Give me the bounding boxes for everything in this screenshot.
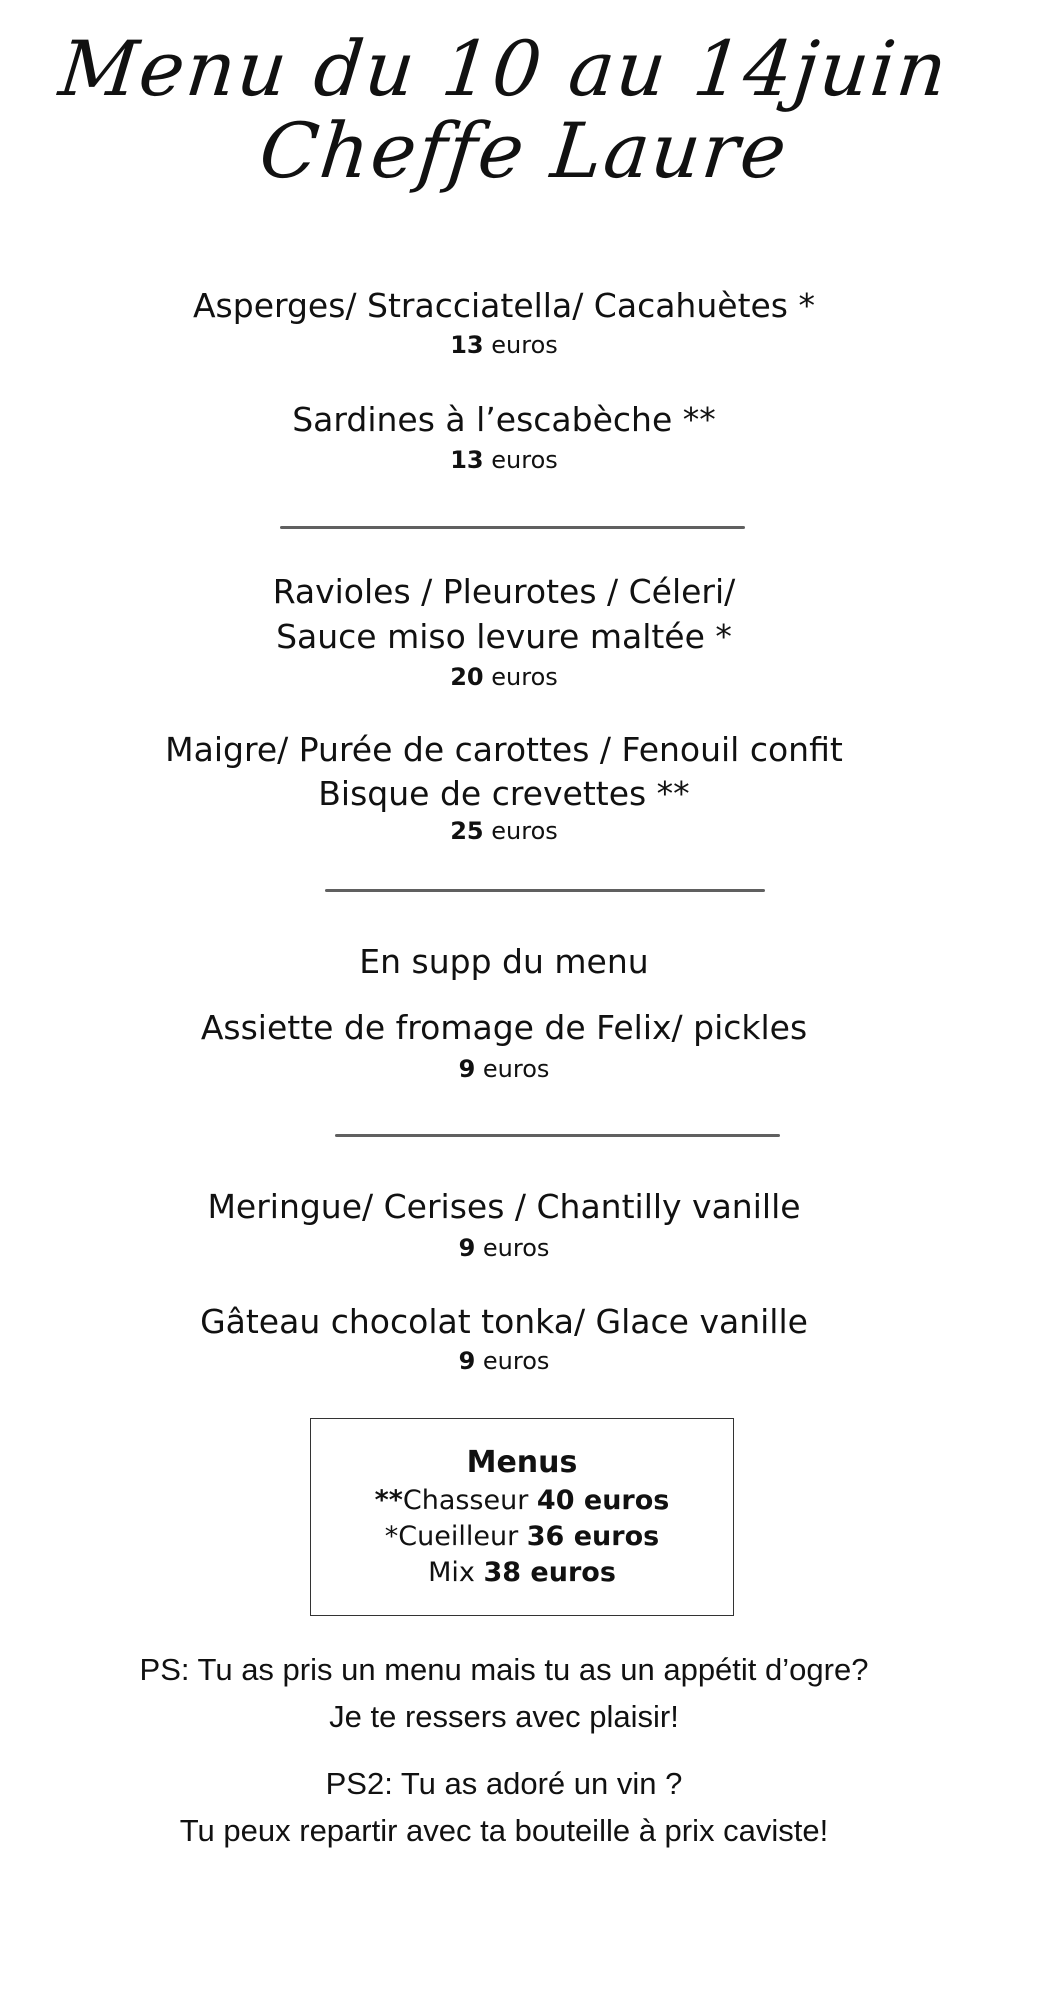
menus-box <box>310 1418 734 1616</box>
ps2-line2: Tu peux repartir avec ta bouteille à prix caviste! <box>179 1813 829 1848</box>
dish-dessert-1-price: 9 euros <box>458 1234 550 1262</box>
dish-starter-2-price: 13 euros <box>450 446 558 474</box>
menu-title-dates: Menu du 10 au 14juin <box>55 24 953 113</box>
dish-extra-price: 9 euros <box>458 1055 550 1083</box>
dish-extra-name: Assiette de fromage de Felix/ pickles <box>200 1008 808 1047</box>
menu-option-chasseur: **Chasseur 40 euros <box>374 1485 670 1516</box>
ps1-line1: PS: Tu as pris un menu mais tu as un appétit d’ogre? <box>139 1652 869 1687</box>
dish-main-2-line1: Maigre/ Purée de carottes / Fenouil confit <box>165 730 843 769</box>
section-divider-1 <box>280 526 745 529</box>
menu-title-chef: Cheffe Laure <box>255 106 793 195</box>
dish-main-1-price: 20 euros <box>450 663 558 691</box>
dish-main-2-line2: Bisque de crevettes ** <box>318 774 690 813</box>
dish-starter-2-name: Sardines à l’escabèche ** <box>292 400 716 439</box>
menus-box-heading: Menus <box>466 1445 578 1480</box>
ps1-line2: Je te ressers avec plaisir! <box>329 1699 679 1734</box>
dish-main-2-price: 25 euros <box>450 817 558 845</box>
dish-main-1-line2: Sauce miso levure maltée * <box>276 617 732 656</box>
dish-dessert-1-name: Meringue/ Cerises / Chantilly vanille <box>207 1187 801 1226</box>
dish-starter-1-price: 13 euros <box>450 331 558 359</box>
dish-main-1-line1: Ravioles / Pleurotes / Céleri/ <box>272 572 736 611</box>
dish-dessert-2-price: 9 euros <box>458 1347 550 1375</box>
section-divider-3 <box>335 1134 780 1137</box>
menu-option-cueilleur: *Cueilleur 36 euros <box>384 1521 660 1552</box>
dish-starter-1-name: Asperges/ Stracciatella/ Cacahuètes * <box>192 286 815 325</box>
ps2-line1: PS2: Tu as adoré un vin ? <box>325 1766 683 1801</box>
dish-dessert-2-name: Gâteau chocolat tonka/ Glace vanille <box>200 1302 808 1341</box>
menu-option-mix: Mix 38 euros <box>428 1557 616 1588</box>
section-divider-2 <box>325 889 765 892</box>
extra-heading: En supp du menu <box>359 942 649 981</box>
